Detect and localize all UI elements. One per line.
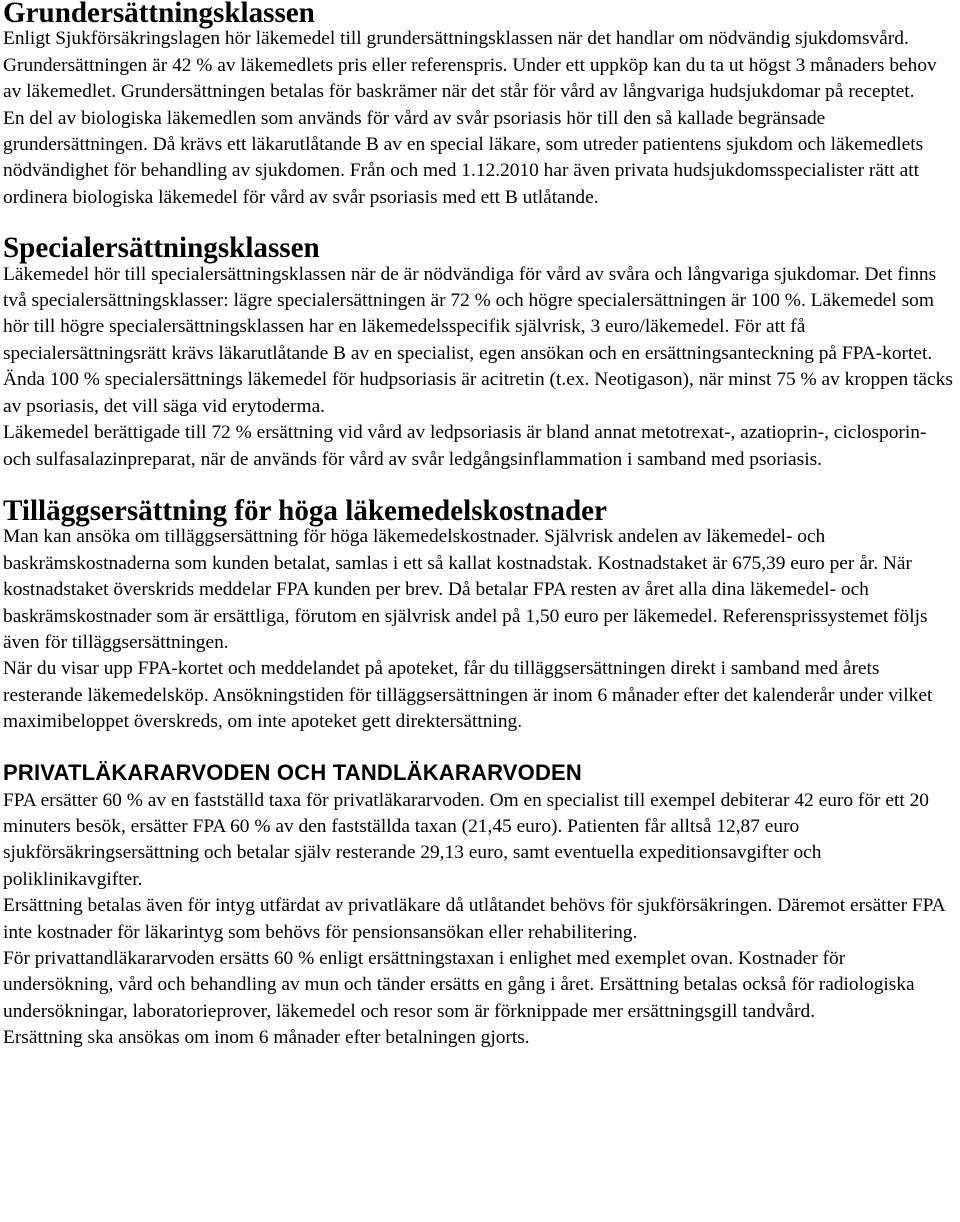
paragraph: För privattandläkararvoden ersätts 60 % enligt ersättningstaxan i enlighet med exemplet ovan. Kostnader för undersökning, vård och behandling av mun och tänder ersätts en gång i året. Ersättning betalas också för radiologiska undersökningar, laboratorieprover, läkemedel och resor som är förknippade mer ersättningsgill tandvård. <box>3 948 915 1022</box>
paragraph: Enligt Sjukförsäkringslagen hör läkemedel till grundersättningsklassen när det handlar om nödvändig sjukdomsvård. Grundersättningen är 42 % av läkemedlets pris eller referenspris. Under ett uppköp kan du ta ut högst 3 månaders behov av läkemedlet. Grundersättningen betalas för baskrämer när det står för vård av långvariga hudsjukdomar på receptet. <box>3 28 937 103</box>
section-heading: Tilläggsersättning för höga läkemedelskostnader <box>3 494 607 527</box>
paragraph: Läkemedel berättigade till 72 % ersättning vid vård av ledpsoriasis är bland annat metotrexat-, azatioprin-, ciclosporin- och sulfasalazinpreparat, när de används för vård av svår ledgångsinflammation i samband med psoriasis. <box>3 422 927 470</box>
section-privatlakararvoden <box>3 758 957 1052</box>
paragraph: Läkemedel hör till specialersättningsklassen när de är nödvändiga för vård av svåra och långvariga sjukdomar. Det finns två specialersättningsklasser: lägre specialersättningen är 72 % och högre specialersättningen är 100 %. Läkemedel som hör till högre specialersättningsklassen har en läkemedelsspecifik självrisk, 3 euro/läkemedel. För att få specialersättningsrätt krävs läkarutlåtande B av en specialist, egen ansökan och en ersättningsanteckning på FPA-kortet. <box>3 263 937 364</box>
section-heading: Grundersättningsklassen <box>3 0 315 29</box>
section-heading: PRIVATLÄKARARVODEN OCH TANDLÄKARARVODEN <box>3 759 582 785</box>
paragraph: Ersättning betalas även för intyg utfärdat av privatläkare då utlåtandet behövs för sjukförsäkringen. Däremot ersätter FPA inte kostnader för läkarintyg som behövs för pensionsansökan eller rehabilitering. <box>3 895 945 943</box>
spacer <box>3 736 957 758</box>
paragraph: FPA ersätter 60 % av en fastställd taxa för privatläkararvoden. Om en specialist till exempel debiterar 42 euro för ett 20 minuters besök, ersätter FPA 60 % av den fastställda taxan (21,45 euro). Patienten får alltså 12,87 euro sjukförsäkringsersättning och betalar själv resterande 29,13 euro, samt eventuella expeditionsavgifter och poliklinikavgifter. <box>3 789 929 890</box>
paragraph: Ända 100 % specialersättnings läkemedel för hudpsoriasis är acitretin (t.ex. Neotigason), när minst 75 % av kroppen täcks av psoriasis, det vill säga vid erytoderma. <box>3 369 953 417</box>
paragraph: När du visar upp FPA-kortet och meddelandet på apoteket, får du tilläggsersättningen direkt i samband med årets resterande läkemedelsköp. Ansökningstiden för tilläggsersättningen är inom 6 månader efter det kalenderår under vilket maximibeloppet överskreds, om inte apoteket gett direktersättning. <box>3 658 933 733</box>
section-grundersattningsklassen <box>3 0 957 211</box>
paragraph: En del av biologiska läkemedlen som används för vård av svår psoriasis hör till den så kallade begränsade grundersättningen. Då krävs ett läkarutlåtande B av en special läkare, som utreder patientens sjukdom och läkemedlets nödvändighet för behandling av sjukdomen. Från och med 1.12.2010 har även privata hudsjukdomsspecialister rätt att ordinera biologiska läkemedel för vård av svår psoriasis med ett B utlåtande. <box>3 107 924 208</box>
section-specialersattningsklassen <box>3 232 957 473</box>
paragraph: Ersättning ska ansökas om inom 6 månader efter betalningen gjorts. <box>3 1027 530 1049</box>
section-tillaggsersattning <box>3 494 957 736</box>
section-heading: Specialersättningsklassen <box>3 232 320 265</box>
paragraph: Man kan ansöka om tilläggsersättning för höga läkemedelskostnader. Självrisk andelen av läkemedel- och baskrämskostnaderna som kunden betalat, samlas i ett så kallat kostnadstak. Kostnadstaket är 675,39 euro per år. När kostnadstaket överskrids meddelar FPA kunden per brev. Då betalar FPA resten av året alla dina läkemedel- och baskrämskostnader som är ersättliga, förutom en självrisk andel på 1,50 euro per läkemedel. Referensprissystemet följs även för tilläggsersättningen. <box>3 526 928 653</box>
